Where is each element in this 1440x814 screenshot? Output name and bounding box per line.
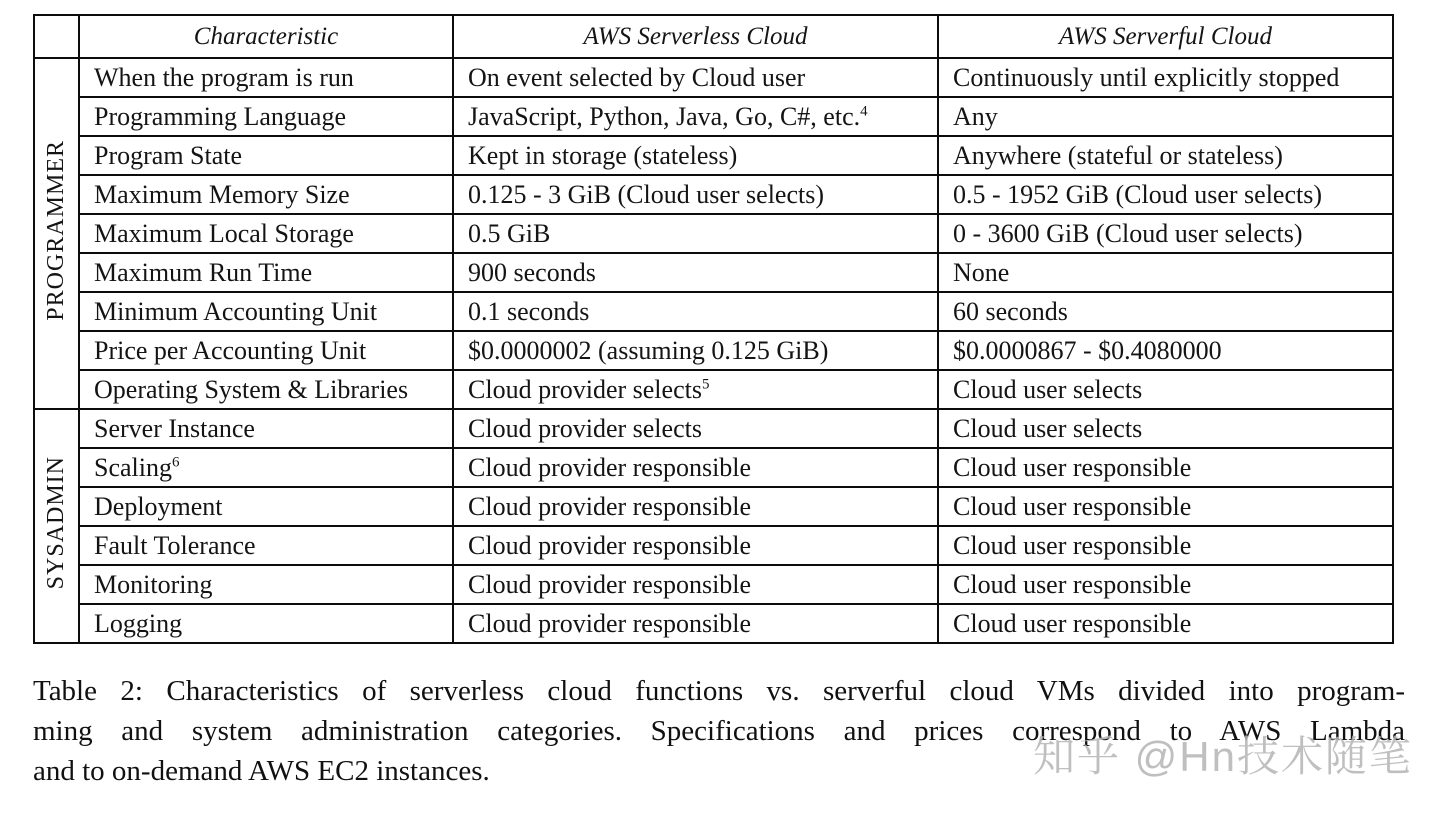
cell-text: Cloud user responsible (953, 608, 1192, 638)
cell-text: 0.1 seconds (468, 296, 590, 326)
cell-text: Any (953, 101, 998, 131)
cell-text: Cloud user responsible (953, 530, 1192, 560)
cell-text: Program State (94, 140, 243, 170)
section-label-sysadmin (34, 409, 79, 643)
cell-serverful (938, 409, 1393, 448)
cell-text: Monitoring (94, 569, 213, 599)
cell-serverful (938, 526, 1393, 565)
cell-text: 0.125 - 3 GiB (Cloud user selects) (468, 179, 825, 209)
cell-text: Maximum Local Storage (94, 218, 354, 248)
cell-characteristic (79, 175, 453, 214)
cell-text: Price per Accounting Unit (94, 335, 367, 365)
header-row (34, 15, 1393, 58)
cell-characteristic (79, 565, 453, 604)
table-row (34, 97, 1393, 136)
table-row (34, 331, 1393, 370)
table-row (34, 253, 1393, 292)
cell-text: Logging (94, 608, 183, 638)
table-row (34, 292, 1393, 331)
cell-text: Cloud provider selects (468, 374, 702, 404)
cell-serverless (453, 292, 938, 331)
table-row (34, 526, 1393, 565)
table-row (34, 370, 1393, 409)
cell-characteristic (79, 292, 453, 331)
cell-text: Cloud user responsible (953, 569, 1192, 599)
cell-serverless (453, 604, 938, 643)
cell-serverful (938, 448, 1393, 487)
cell-text: Fault Tolerance (94, 530, 256, 560)
cell-serverful (938, 565, 1393, 604)
cell-characteristic (79, 58, 453, 97)
cell-text: Cloud user responsible (953, 491, 1192, 521)
table-caption (33, 671, 1405, 791)
cell-text: Cloud user selects (953, 374, 1143, 404)
cell-characteristic (79, 97, 453, 136)
col-header-serverful: AWS Serverful Cloud (938, 15, 1393, 58)
cell-serverless (453, 214, 938, 253)
caption-line: and to on-demand AWS EC2 instances. (33, 755, 490, 787)
cell-text: 0.5 - 1952 GiB (Cloud user selects) (953, 179, 1323, 209)
cell-characteristic (79, 487, 453, 526)
cell-text: 60 seconds (953, 296, 1068, 326)
cell-serverful (938, 175, 1393, 214)
cell-text: Cloud provider responsible (468, 491, 752, 521)
footnote-marker: 5 (701, 375, 710, 392)
cell-serverful (938, 97, 1393, 136)
cell-text: Programming Language (94, 101, 346, 131)
table-row (34, 487, 1393, 526)
cell-serverless (453, 253, 938, 292)
cell-serverful (938, 604, 1393, 643)
table-row (34, 409, 1393, 448)
cell-serverless (453, 487, 938, 526)
cell-text: Cloud user responsible (953, 452, 1192, 482)
cell-text: Cloud user selects (953, 413, 1143, 443)
cell-text: 0 - 3600 GiB (Cloud user selects) (953, 218, 1303, 248)
cell-serverful (938, 253, 1393, 292)
cell-text: Cloud provider responsible (468, 530, 752, 560)
cell-serverless (453, 331, 938, 370)
cell-characteristic (79, 214, 453, 253)
caption-line: ming and system administration categories. Specifications and prices correspond to AWS Lambda (33, 715, 1405, 747)
cell-serverless (453, 409, 938, 448)
cell-text: Operating System & Libraries (94, 374, 409, 404)
cell-text: Continuously until explicitly stopped (953, 62, 1340, 92)
cell-text: $0.0000867 - $0.4080000 (953, 335, 1222, 365)
cell-serverless (453, 565, 938, 604)
comparison-table (33, 14, 1394, 644)
cell-text: Cloud provider responsible (468, 569, 752, 599)
cell-serverful (938, 292, 1393, 331)
cell-text: Cloud provider selects (468, 413, 702, 443)
table-row (34, 448, 1393, 487)
cell-text: Scaling (94, 452, 172, 482)
table-row (34, 58, 1393, 97)
col-header-serverless: AWS Serverless Cloud (453, 15, 938, 58)
cell-text: Deployment (94, 491, 223, 521)
col-header-characteristic: Characteristic (79, 15, 453, 58)
cell-text: JavaScript, Python, Java, Go, C#, etc. (468, 101, 861, 131)
cell-characteristic (79, 331, 453, 370)
watermark: 知乎 @Hn技术随笔 (1033, 733, 1413, 780)
cell-text: When the program is run (94, 62, 354, 92)
cell-serverless (453, 136, 938, 175)
cell-serverful (938, 136, 1393, 175)
cell-text: Minimum Accounting Unit (94, 296, 378, 326)
cell-text: Anywhere (stateful or stateless) (953, 140, 1283, 170)
caption-line: Table 2: Characteristics of serverless cloud functions vs. serverful cloud VMs divided into program- (33, 675, 1405, 707)
table-row (34, 214, 1393, 253)
cell-text: Maximum Memory Size (94, 179, 350, 209)
table-row (34, 565, 1393, 604)
cell-serverless (453, 526, 938, 565)
footnote-marker: 6 (172, 453, 180, 470)
cell-serverful (938, 214, 1393, 253)
corner-cell (34, 15, 79, 58)
cell-text: 0.5 GiB (468, 218, 551, 248)
cell-text: 900 seconds (468, 257, 596, 287)
cell-serverless (453, 58, 938, 97)
cell-serverful (938, 58, 1393, 97)
section-label-text: PROGRAMMER (43, 139, 69, 321)
cell-text: $0.0000002 (assuming 0.125 GiB) (468, 335, 829, 365)
cell-text: Server Instance (94, 413, 255, 443)
cell-serverful (938, 487, 1393, 526)
cell-characteristic (79, 448, 453, 487)
cell-characteristic (79, 370, 453, 409)
cell-text: Kept in storage (stateless) (468, 140, 738, 170)
footnote-marker: 4 (860, 102, 868, 119)
table-row (34, 136, 1393, 175)
cell-characteristic (79, 526, 453, 565)
cell-characteristic (79, 604, 453, 643)
cell-text: Cloud provider responsible (468, 608, 752, 638)
cell-text: None (953, 257, 1010, 287)
cell-serverful (938, 370, 1393, 409)
cell-characteristic (79, 136, 453, 175)
table-row (34, 604, 1393, 643)
cell-characteristic (79, 253, 453, 292)
table-row (34, 175, 1393, 214)
cell-text: Maximum Run Time (94, 257, 313, 287)
cell-text: Cloud provider responsible (468, 452, 752, 482)
cell-serverless (453, 370, 938, 409)
cell-characteristic (79, 409, 453, 448)
cell-serverless (453, 97, 938, 136)
section-label-text: SYSADMIN (43, 455, 69, 590)
cell-serverless (453, 175, 938, 214)
cell-text: On event selected by Cloud user (468, 62, 806, 92)
cell-serverful (938, 331, 1393, 370)
section-label-programmer (34, 58, 79, 409)
cell-serverless (453, 448, 938, 487)
